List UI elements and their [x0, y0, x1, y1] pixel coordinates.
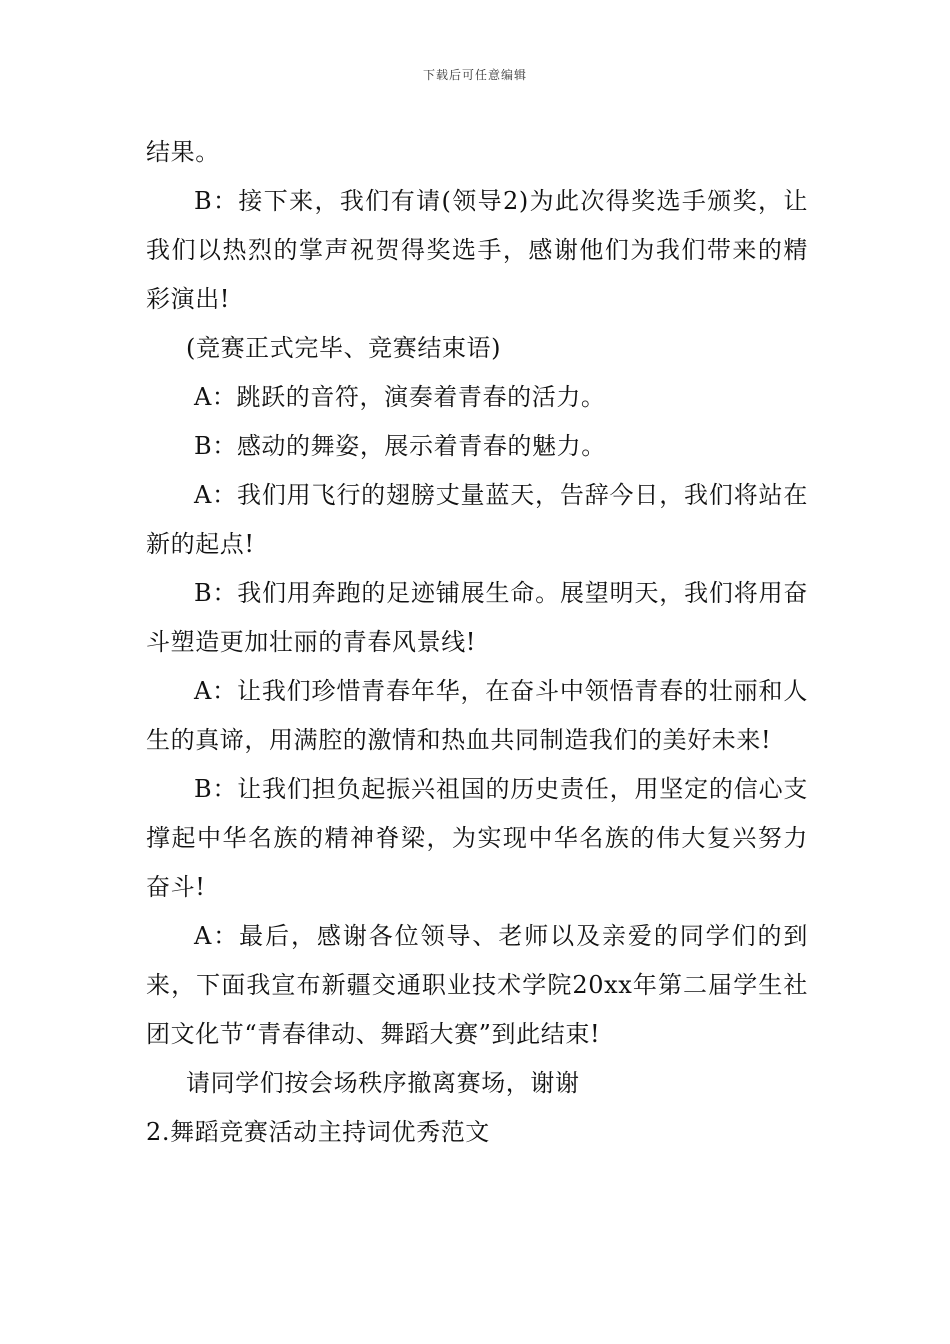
document-body [146, 128, 808, 1157]
paragraph-b-dance: B：感动的舞姿，展示着青春的魅力。 [194, 432, 606, 460]
paragraph-a-youth: A：让我们珍惜青春年华，在奋斗中领悟青春的壮丽和人生的真谛，用满腔的激情和热血共同制造我们的美好未来! [146, 677, 808, 754]
paragraph-a-notes: A：跳跃的音符，演奏着青春的活力。 [194, 383, 606, 411]
paragraph-dismissal: 请同学们按会场秩序撤离赛场，谢谢 [186, 1069, 580, 1097]
paragraph-b-responsibility: B：让我们担负起振兴祖国的历史责任，用坚定的信心支撑起中华名族的精神脊梁，为实现中华名族的伟大复兴努力奋斗! [146, 775, 808, 901]
paragraph-b-running: B：我们用奔跑的足迹铺展生命。展望明天，我们将用奋斗塑造更加壮丽的青春风景线! [146, 579, 808, 656]
paragraph-a-closing: A：最后，感谢各位领导、老师以及亲爱的同学们的到来，下面我宣布新疆交通职业技术学院20xx年第二届学生社团文化节“青春律动、舞蹈大赛”到此结束! [146, 922, 808, 1048]
paragraph-a-wings: A：我们用飞行的翅膀丈量蓝天，告辞今日，我们将站在新的起点! [146, 481, 808, 558]
page-header: 下载后可任意编辑 [422, 68, 527, 82]
paragraph-stage-note: (竞赛正式完毕、竞赛结束语) [186, 334, 502, 362]
section-heading: 2.舞蹈竞赛活动主持词优秀范文 [146, 1118, 490, 1146]
paragraph-award: B：接下来，我们有请(领导2)为此次得奖选手颁奖，让我们以热烈的掌声祝贺得奖选手，感谢他们为我们带来的精彩演出! [146, 187, 808, 313]
paragraph-continuation: 结果。 [146, 138, 220, 166]
